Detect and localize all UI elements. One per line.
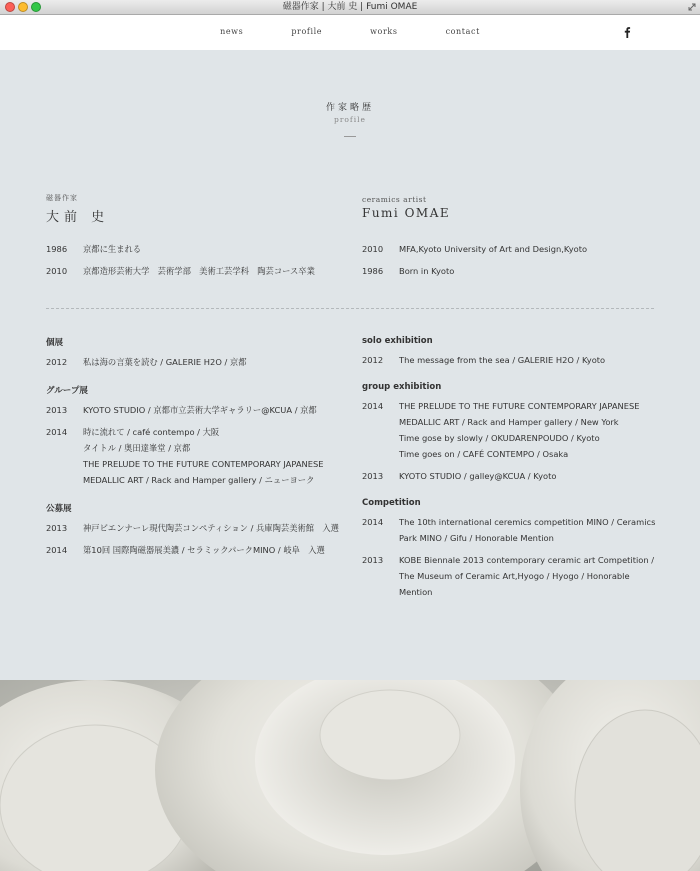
exhibition-section: [362, 382, 662, 484]
artist-name-japanese: 大前 史: [46, 210, 110, 225]
bio-year: 2010: [46, 266, 68, 276]
exhibition-row: [46, 354, 346, 370]
exhibition-year: 2014: [362, 401, 384, 411]
porcelain-photo: [0, 680, 700, 871]
bio-row: [46, 263, 346, 279]
nav-profile[interactable]: profile: [291, 27, 323, 36]
section-title: グループ展: [46, 386, 88, 396]
exhibition-section: [46, 384, 346, 488]
exhibition-text: Mention: [399, 587, 433, 597]
exhibition-section: [46, 502, 346, 558]
section-divider: [46, 308, 654, 309]
exhibition-year: 2013: [362, 555, 384, 565]
exhibition-text: Park MINO / Gifu / Honorable Mention: [399, 533, 554, 543]
bio-row: [362, 263, 662, 279]
exhibition-row: [46, 402, 346, 418]
page-subtitle: profile: [334, 115, 366, 124]
exhibition-section: [362, 336, 662, 368]
exhibition-text: Time goes on / CAFÉ CONTEMPO / Osaka: [399, 449, 569, 459]
fullscreen-icon[interactable]: [688, 3, 696, 11]
section-title: 個展: [46, 338, 64, 348]
exhibition-text: MEDALLIC ART / Rack and Hamper gallery / ニューヨーク: [83, 475, 315, 485]
exhibition-text: タイトル / 奥田達峯堂 / 京都: [83, 443, 191, 453]
exhibition-section: [362, 498, 662, 600]
exhibition-year: 2013: [46, 405, 68, 415]
exhibition-year: 2013: [362, 471, 384, 481]
exhibition-text: 第10回 国際陶磁器展美濃 / セラミックパークMINO / 岐阜 入選: [83, 545, 325, 555]
section-title: group exhibition: [362, 382, 442, 392]
exhibition-text: THE PRELUDE TO THE FUTURE CONTEMPORARY JAPANESE: [83, 459, 324, 469]
heading-divider: [344, 136, 356, 137]
exhibition-row: [362, 514, 662, 546]
section-title: solo exhibition: [362, 336, 433, 346]
facebook-icon[interactable]: [622, 26, 632, 38]
exhibition-row: [362, 398, 662, 462]
exhibition-year: 2012: [362, 355, 384, 365]
bio-year: 1986: [362, 266, 384, 276]
nav-works[interactable]: works: [370, 27, 398, 36]
bio-row: [46, 241, 346, 257]
exhibition-year: 2012: [46, 357, 68, 367]
exhibition-row: [362, 552, 662, 600]
exhibition-year: 2013: [46, 523, 68, 533]
exhibition-text: The 10th international ceremics competition MINO / Ceramics: [399, 517, 656, 527]
bio-text: MFA,Kyoto University of Art and Design,Kyoto: [399, 244, 588, 254]
exhibition-year: 2014: [46, 545, 68, 555]
nav-news[interactable]: news: [220, 27, 244, 36]
exhibition-row: [46, 424, 346, 488]
artist-name-english: Fumi OMAE: [362, 206, 451, 220]
bio-list-ja: [46, 241, 346, 285]
exhibition-text: KYOTO STUDIO / galley@KCUA / Kyoto: [399, 471, 557, 481]
bio-year: 2010: [362, 244, 384, 254]
bio-text: 京都造形芸術大学 芸術学部 美術工芸学科 陶芸コース卒業: [83, 266, 315, 276]
nav-contact[interactable]: contact: [445, 27, 480, 36]
artist-role-en: ceramics artist: [362, 195, 427, 204]
bio-text: Born in Kyoto: [399, 266, 455, 276]
exhibition-text: The message from the sea / GALERIE H2O / Kyoto: [399, 355, 606, 365]
exhibition-year: 2014: [46, 427, 68, 437]
exhibition-text: 時に流れて / café contempo / 大阪: [83, 427, 220, 437]
exhibition-row: [46, 542, 346, 558]
exhibition-text: 私は海の言葉を読む / GALERIE H2O / 京都: [83, 357, 247, 367]
page-title: 作家略歴: [325, 103, 374, 113]
page-heading: [0, 100, 700, 137]
exhibition-text: KYOTO STUDIO / 京都市立芸術大学ギャラリー@KCUA / 京都: [83, 405, 317, 415]
exhibition-section: [46, 336, 346, 370]
site-nav: [0, 15, 700, 50]
exhibitions-en: [362, 336, 662, 614]
section-title: Competition: [362, 498, 421, 508]
exhibition-year: 2014: [362, 517, 384, 527]
exhibition-text: Time gose by slowly / OKUDARENPOUDO / Kyoto: [399, 433, 600, 443]
window-titlebar: [0, 0, 700, 15]
bio-year: 1986: [46, 244, 68, 254]
bio-row: [362, 241, 662, 257]
bio-text: 京都に生まれる: [83, 244, 142, 254]
artist-name-en: [362, 195, 662, 220]
exhibition-text: 神戸ビエンナーレ現代陶芸コンペティション / 兵庫陶芸美術館 入選: [83, 523, 339, 533]
exhibition-row: [46, 520, 346, 536]
artist-role-ja: 磁器作家: [46, 194, 78, 202]
exhibition-row: [362, 352, 662, 368]
exhibition-text: MEDALLIC ART / Rack and Hamper gallery / New York: [399, 417, 619, 427]
exhibition-row: [362, 468, 662, 484]
window-title: 磁器作家 | 大前 史 | Fumi OMAE: [282, 2, 418, 12]
exhibitions-ja: [46, 336, 346, 572]
section-title: 公募展: [46, 504, 72, 514]
exhibition-text: The Museum of Ceramic Art,Hyogo / Hyogo / Honorable: [399, 571, 630, 581]
exhibition-text: THE PRELUDE TO THE FUTURE CONTEMPORARY JAPANESE: [399, 401, 640, 411]
exhibition-text: KOBE Biennale 2013 contemporary ceramic art Competition /: [399, 555, 655, 565]
bio-list-en: [362, 241, 662, 285]
artist-name-ja: [46, 193, 346, 225]
